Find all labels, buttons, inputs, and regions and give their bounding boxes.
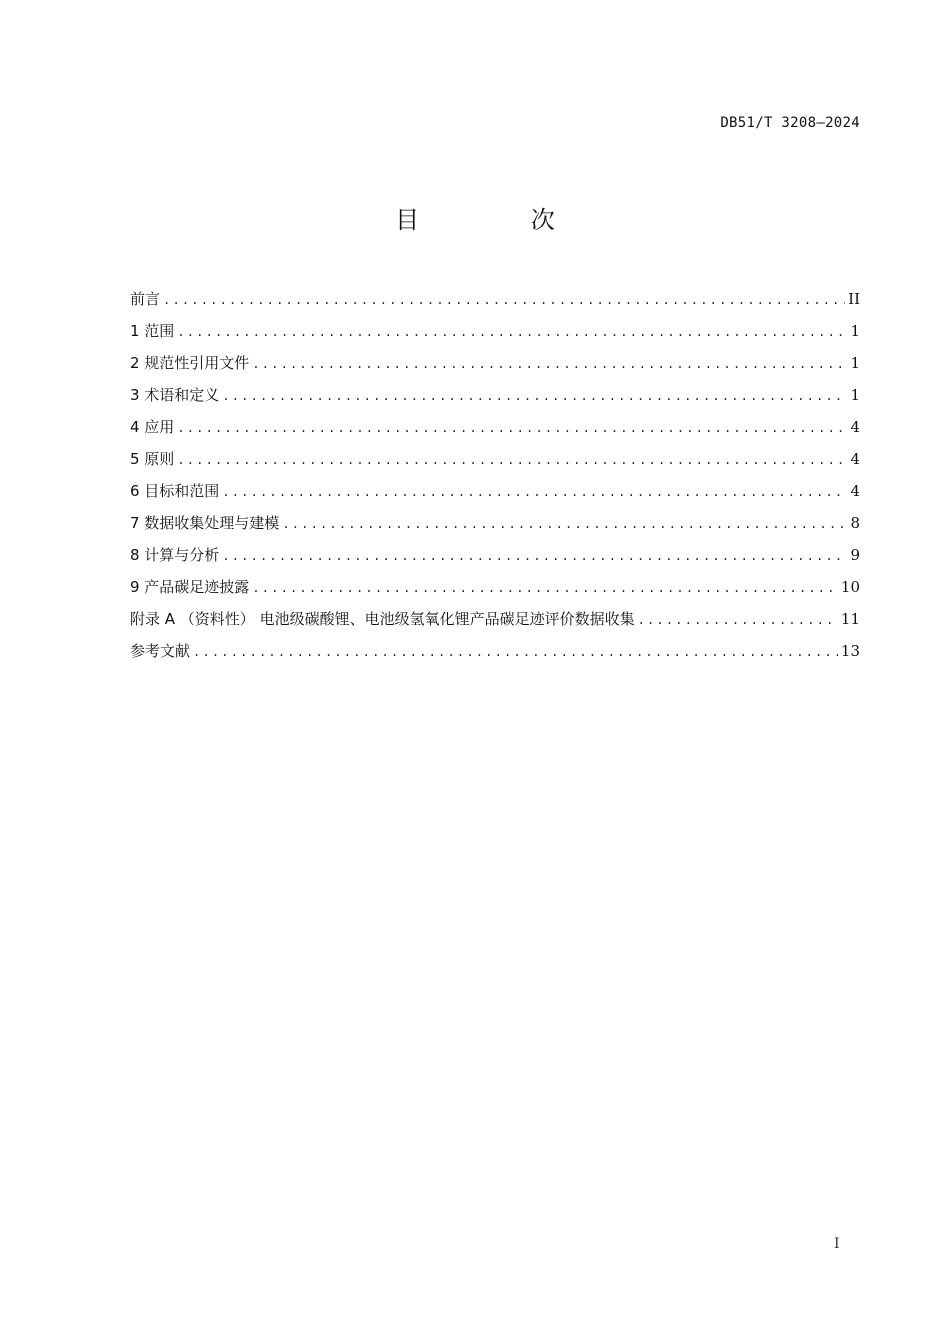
toc-entry-page: 11 (840, 610, 860, 628)
toc-entry-page: 13 (840, 642, 860, 660)
toc-entry-label: 3 术语和定义 (130, 386, 220, 404)
toc-dot-leader (222, 383, 847, 409)
toc-entry-label: 4 应用 (130, 418, 175, 436)
toc-dot-leader (252, 351, 847, 377)
toc-entry-bibliography[interactable] (130, 638, 860, 670)
toc-entry-label: 5 原则 (130, 450, 175, 468)
toc-entry-appendix-a[interactable] (130, 606, 860, 638)
toc-entry-disclosure[interactable] (130, 574, 860, 606)
toc-entry-label: 前言 (130, 290, 161, 308)
toc-entry-page: 9 (850, 546, 860, 564)
toc-dot-leader (638, 607, 838, 633)
toc-dot-leader (177, 447, 847, 473)
toc-entry-scope[interactable] (130, 318, 860, 350)
toc-entry-calculation-analysis[interactable] (130, 542, 860, 574)
toc-entry-application[interactable] (130, 414, 860, 446)
toc-entry-label: 6 目标和范围 (130, 482, 220, 500)
toc-dot-leader (193, 639, 838, 665)
toc-entry-page: 4 (850, 450, 860, 468)
toc-entry-label: 7 数据收集处理与建模 (130, 514, 280, 532)
table-of-contents (130, 286, 860, 670)
toc-entry-page: 8 (850, 514, 860, 532)
document-code: DB51/T 3208—2024 (720, 115, 860, 131)
toc-entry-page: 1 (850, 386, 860, 404)
toc-dot-leader (177, 319, 847, 345)
toc-entry-label: 参考文献 (130, 642, 191, 660)
toc-entry-page: 10 (840, 578, 860, 596)
toc-dot-leader (282, 511, 847, 537)
toc-entry-terms-definitions[interactable] (130, 382, 860, 414)
page-number: I (834, 1236, 840, 1252)
toc-entry-label: 附录 A （资料性） 电池级碳酸锂、电池级氢氧化锂产品碳足迹评价数据收集 (130, 610, 635, 628)
toc-entry-page: 1 (850, 322, 860, 340)
toc-entry-data-collection[interactable] (130, 510, 860, 542)
toc-title: 目 次 (395, 206, 607, 234)
toc-dot-leader (163, 287, 845, 313)
toc-dot-leader (177, 415, 847, 441)
toc-entry-page: II (848, 290, 860, 308)
toc-dot-leader (222, 479, 847, 505)
toc-entry-principles[interactable] (130, 446, 860, 478)
toc-entry-page: 4 (850, 418, 860, 436)
toc-entry-label: 9 产品碳足迹披露 (130, 578, 250, 596)
toc-entry-foreword[interactable] (130, 286, 860, 318)
toc-entry-label: 1 范围 (130, 322, 175, 340)
toc-entry-label: 8 计算与分析 (130, 546, 220, 564)
toc-entry-label: 2 规范性引用文件 (130, 354, 250, 372)
toc-entry-goal-scope[interactable] (130, 478, 860, 510)
toc-entry-page: 4 (850, 482, 860, 500)
toc-dot-leader (252, 575, 838, 601)
toc-dot-leader (222, 543, 847, 569)
toc-entry-normative-references[interactable] (130, 350, 860, 382)
toc-entry-page: 1 (850, 354, 860, 372)
